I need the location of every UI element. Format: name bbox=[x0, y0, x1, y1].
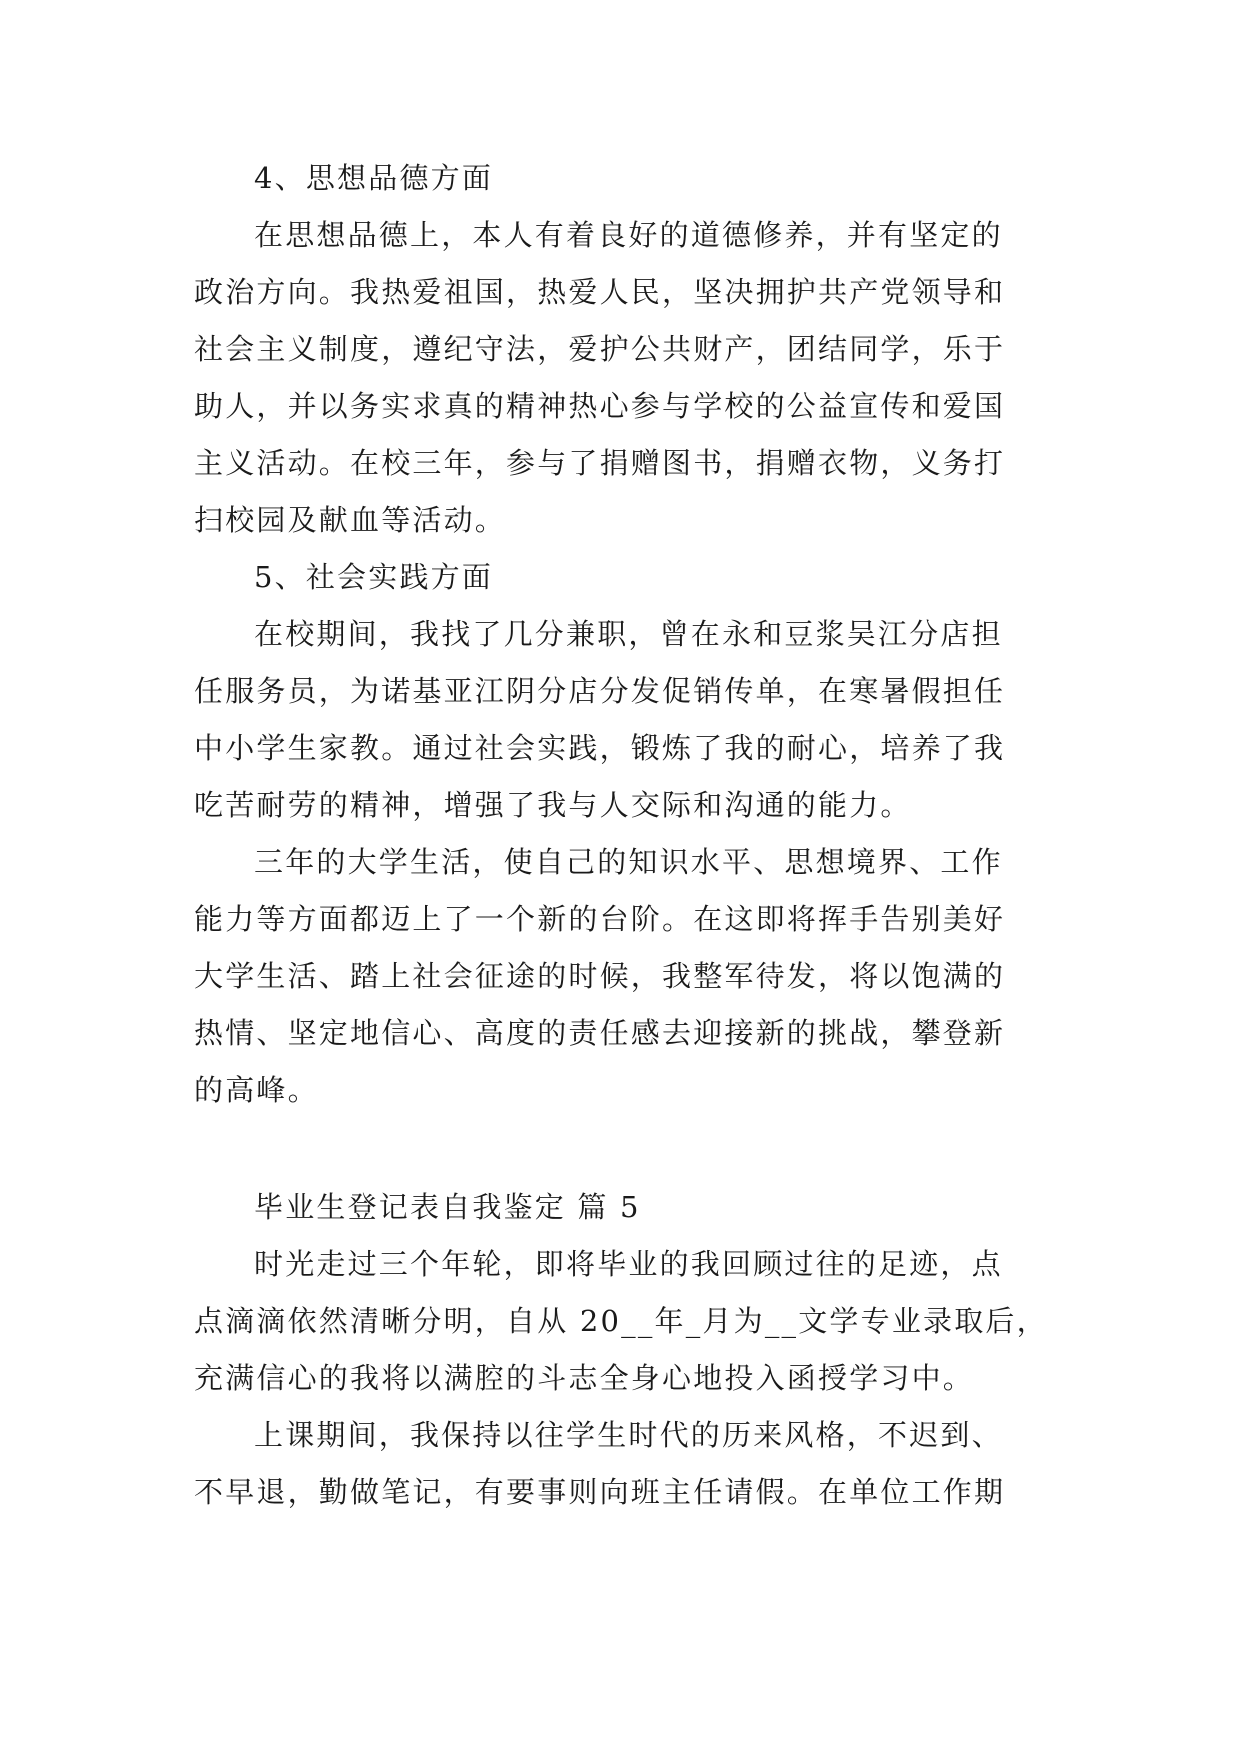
paragraph bbox=[194, 606, 1054, 834]
paragraph-line: 在思想品德上，本人有着良好的道德修养，并有坚定的 bbox=[254, 218, 1003, 252]
paragraph-line: 助人，并以务实求真的精神热心参与学校的公益宣传和爱国 bbox=[194, 389, 1006, 423]
section-heading: 5、社会实践方面 bbox=[254, 560, 494, 594]
section-heading: 4、思想品德方面 bbox=[254, 161, 494, 195]
paragraph-line: 主义活动。在校三年，参与了捐赠图书，捐赠衣物，义务打 bbox=[194, 446, 1006, 480]
paragraph-line: 社会主义制度，遵纪守法，爱护公共财产，团结同学，乐于 bbox=[194, 332, 1006, 366]
paragraph bbox=[194, 1236, 1054, 1407]
paragraph-line: 三年的大学生活，使自己的知识水平、思想境界、工作 bbox=[254, 845, 1003, 879]
section-spacer bbox=[194, 1119, 1054, 1179]
paragraph-line: 大学生活、踏上社会征途的时候，我整军待发，将以饱满的 bbox=[194, 959, 1006, 993]
paragraph-line: 点滴滴依然清晰分明，自从 20__年_月为__文学专业录取后， bbox=[194, 1304, 1048, 1338]
paragraph-line: 任服务员，为诺基亚江阴分店分发促销传单，在寒暑假担任 bbox=[194, 674, 1006, 708]
paragraph-line: 上课期间，我保持以往学生时代的历来风格，不迟到、 bbox=[254, 1418, 1003, 1452]
paragraph-line: 政治方向。我热爱祖国，热爱人民，坚决拥护共产党领导和 bbox=[194, 275, 1006, 309]
paragraph-line: 充满信心的我将以满腔的斗志全身心地投入函授学习中。 bbox=[194, 1361, 975, 1395]
paragraph-line: 在校期间，我找了几分兼职，曾在永和豆浆吴江分店担 bbox=[254, 617, 1003, 651]
paragraph-line: 不早退，勤做笔记，有要事则向班主任请假。在单位工作期 bbox=[194, 1475, 1006, 1509]
paragraph-line: 热情、坚定地信心、高度的责任感去迎接新的挑战，攀登新 bbox=[194, 1016, 1006, 1050]
paragraph-line: 扫校园及献血等活动。 bbox=[194, 503, 507, 537]
paragraph bbox=[194, 834, 1054, 1119]
paragraph-line: 能力等方面都迈上了一个新的台阶。在这即将挥手告别美好 bbox=[194, 902, 1006, 936]
paragraph-line: 的高峰。 bbox=[194, 1073, 319, 1107]
paragraph-line: 时光走过三个年轮，即将毕业的我回顾过往的足迹，点 bbox=[254, 1247, 1003, 1281]
paragraph bbox=[194, 1407, 1054, 1521]
paragraph bbox=[194, 207, 1054, 549]
paragraph-line: 吃苦耐劳的精神，增强了我与人交际和沟通的能力。 bbox=[194, 788, 912, 822]
paragraph-line: 中小学生家教。通过社会实践，锻炼了我的耐心，培养了我 bbox=[194, 731, 1006, 765]
section-heading: 毕业生登记表自我鉴定 篇 5 bbox=[254, 1190, 641, 1224]
document-body bbox=[194, 150, 1054, 1521]
